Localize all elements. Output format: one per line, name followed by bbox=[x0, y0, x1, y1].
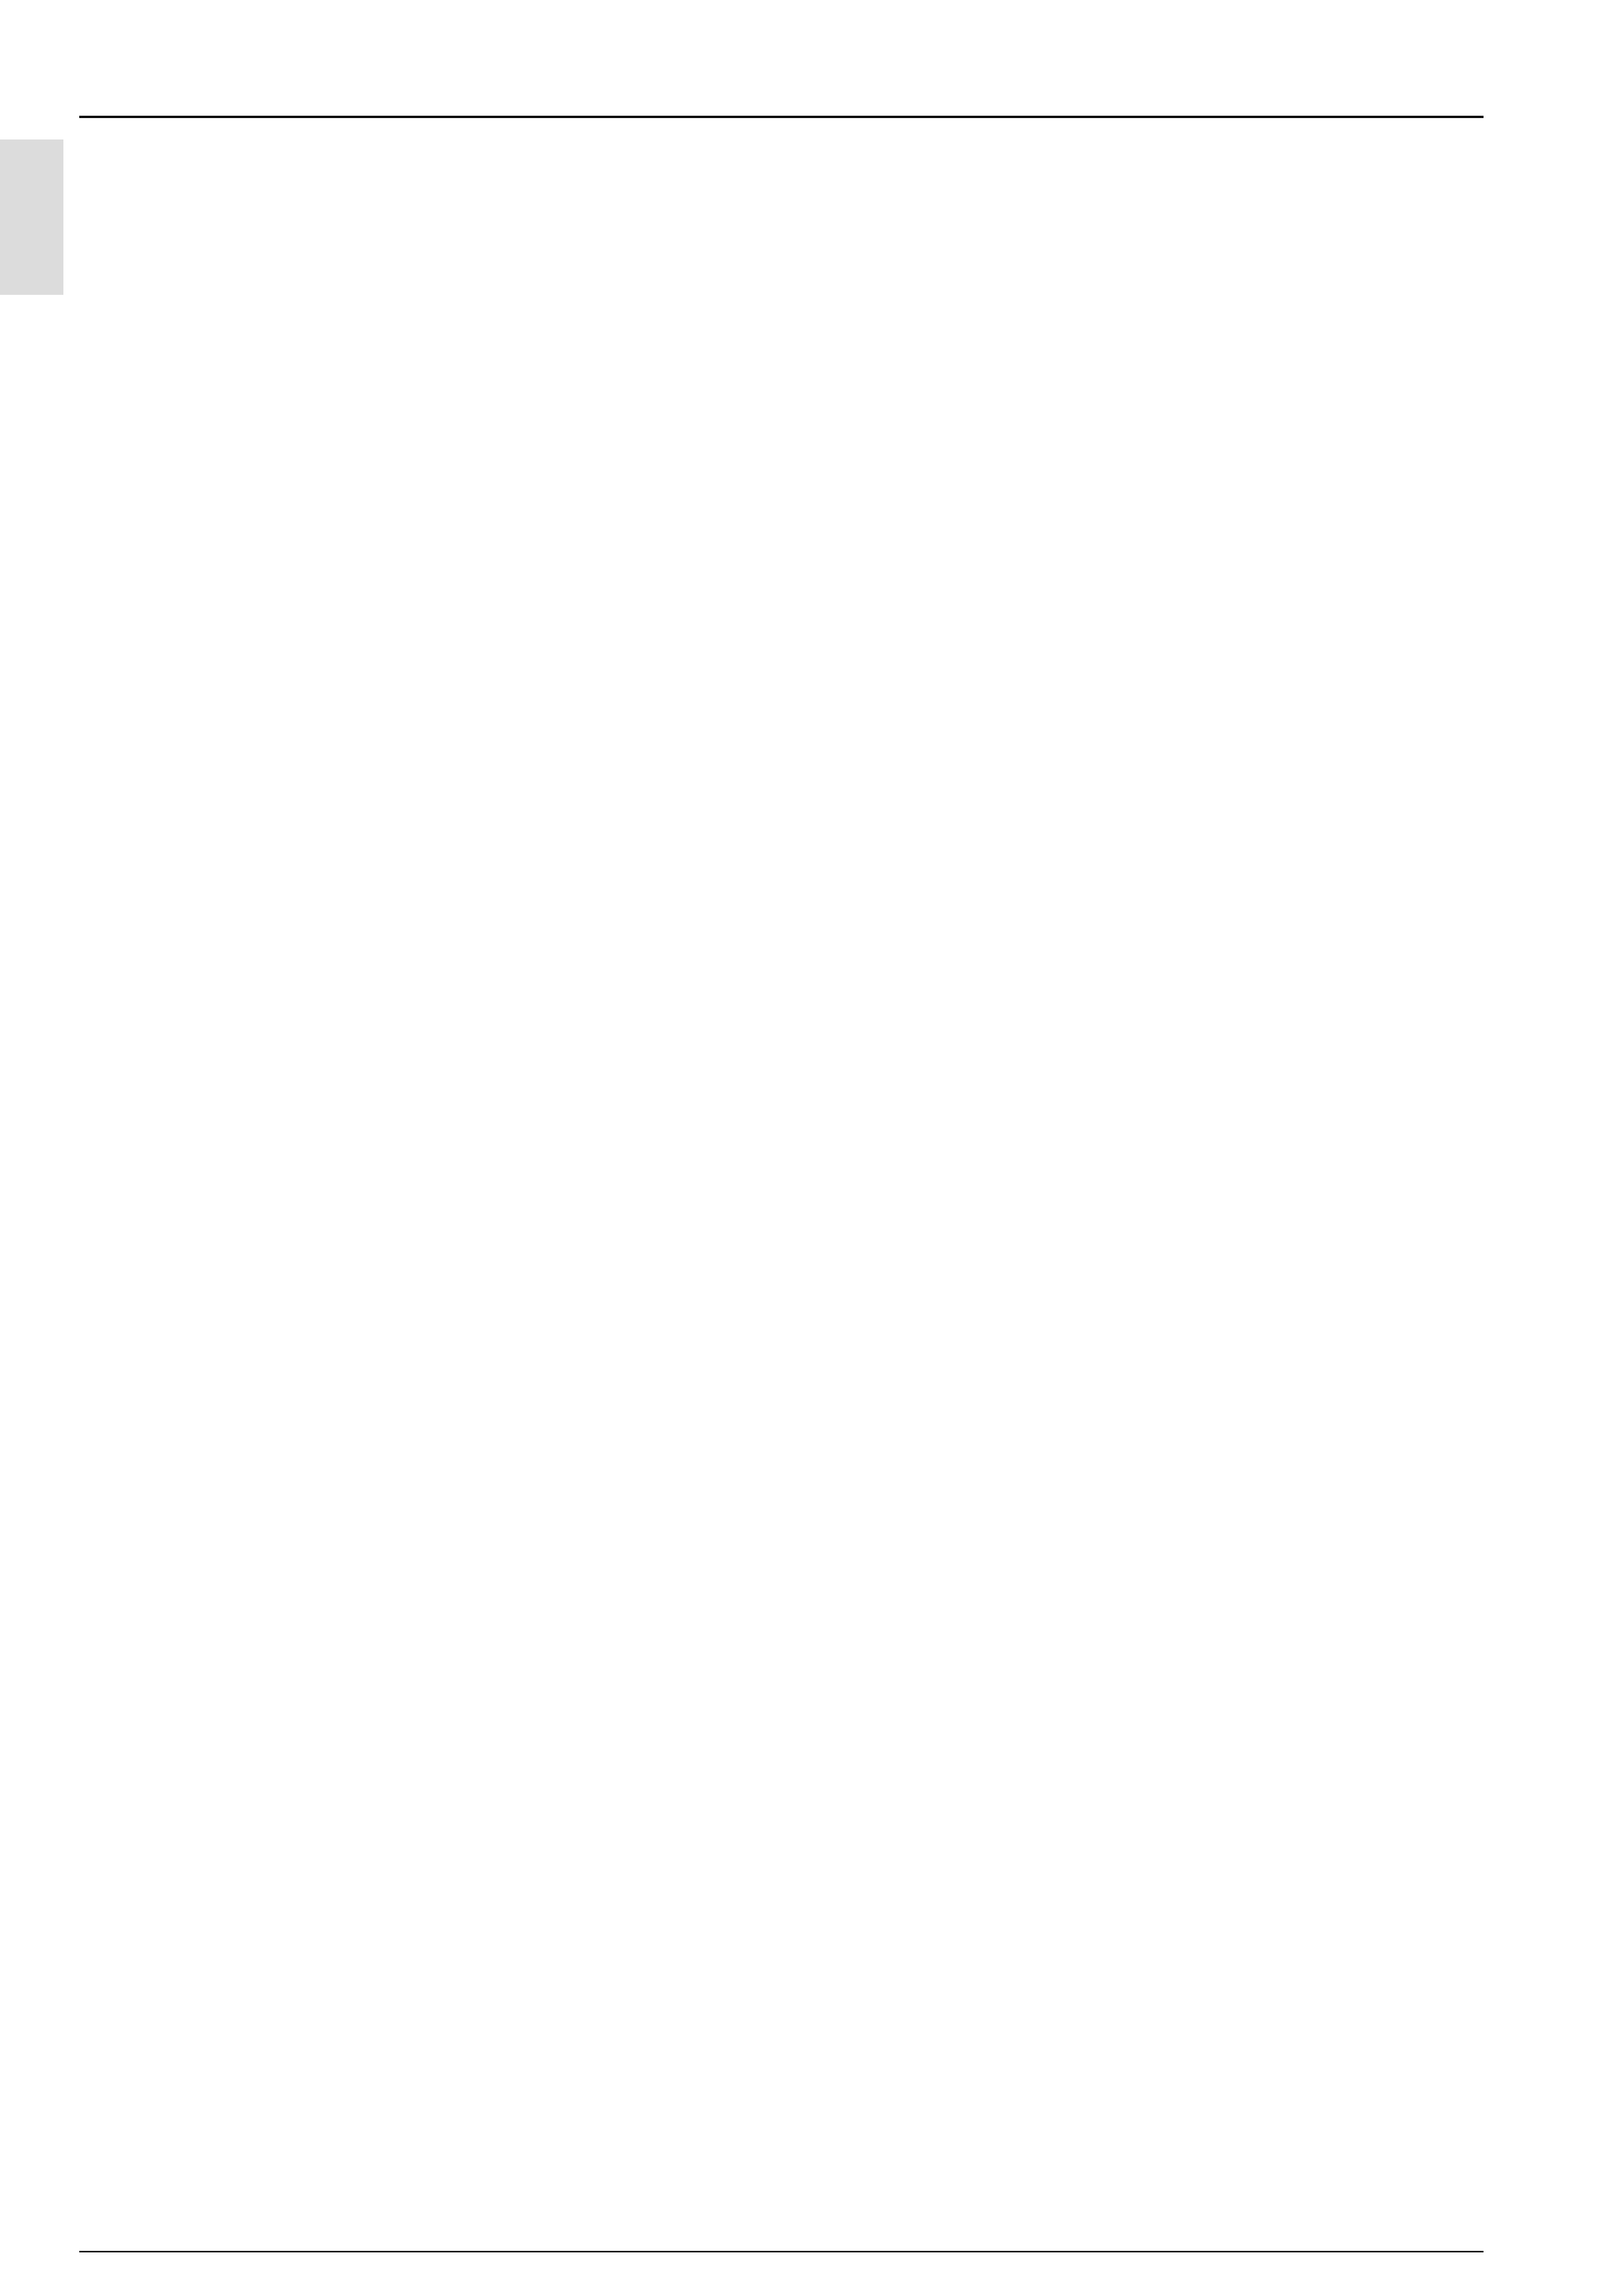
footer-rule bbox=[79, 2251, 1484, 2252]
header-rule bbox=[79, 116, 1484, 118]
tripping-chart bbox=[1165, 1046, 1498, 1538]
side-tab bbox=[0, 139, 63, 295]
requirements-list bbox=[87, 2048, 1490, 2057]
